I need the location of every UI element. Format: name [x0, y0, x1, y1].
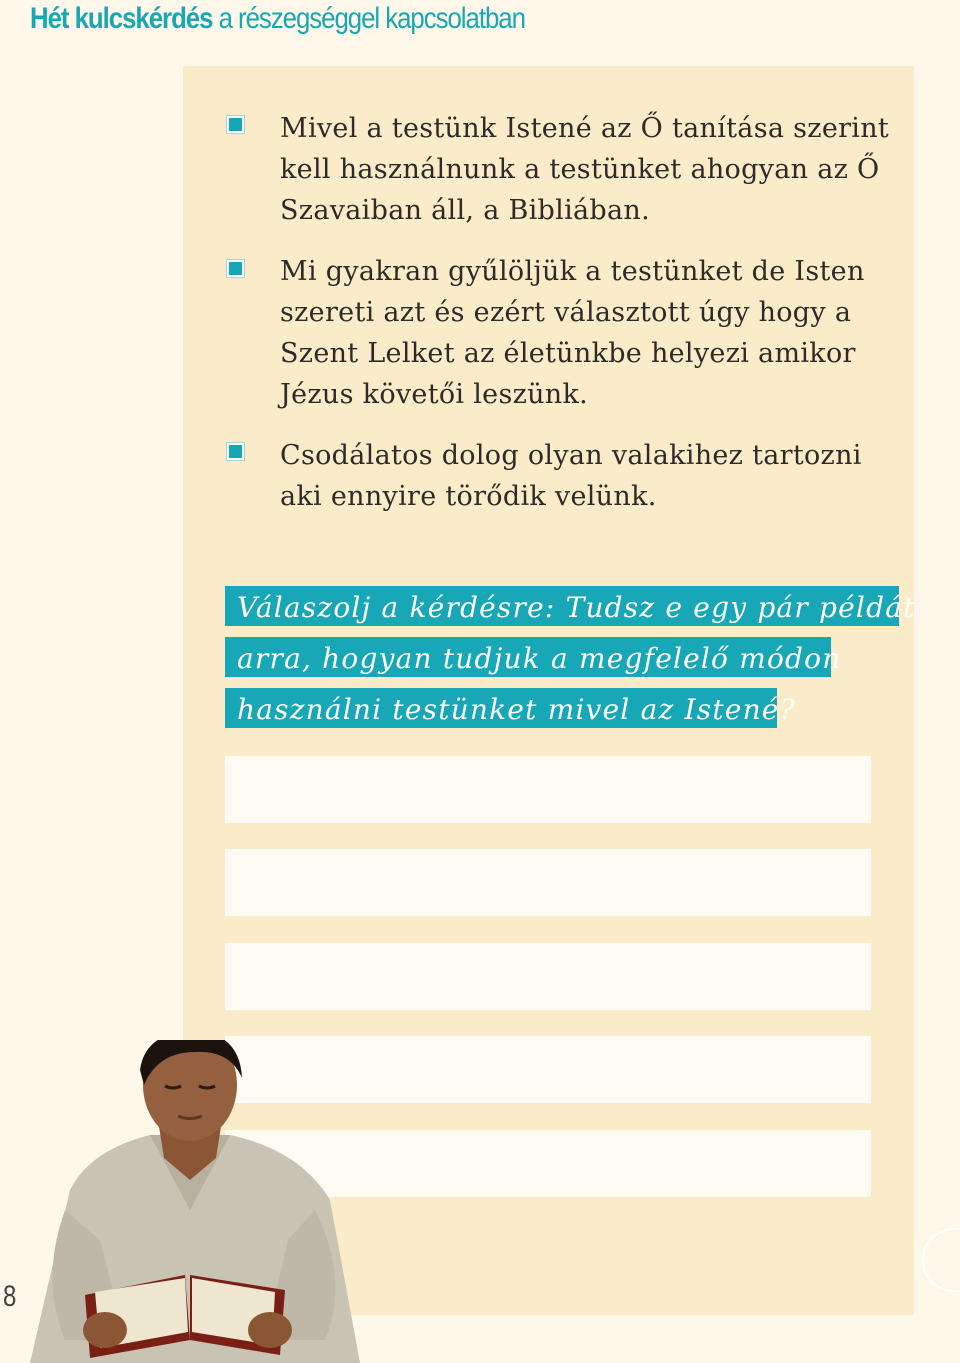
- question-line: Válaszolj a kérdésre: Tudsz e egy pár példát: [225, 586, 899, 626]
- answer-field[interactable]: [225, 756, 871, 823]
- man-reading-book-illustration: [30, 1040, 360, 1363]
- bullet-text: Mi gyakran gyűlöljük a testünket de Isten szereti azt és ezért választott úgy hogy a Szent Lelket az életünkbe helyezi amikor Jézus követői leszünk.: [280, 256, 865, 410]
- bullet-text: Mivel a testünk Istené az Ő tanítása szerint kell használnunk a testünket ahogyan az Ő Szavaiban áll, a Bibliában.: [280, 113, 890, 226]
- answer-field[interactable]: [225, 943, 871, 1010]
- page-title-rest: a részegséggel kapcsolatban: [212, 2, 525, 35]
- square-bullet-icon: [227, 260, 244, 277]
- square-bullet-icon: [227, 116, 244, 133]
- page-number: 8: [3, 1280, 17, 1313]
- square-bullet-icon: [227, 443, 244, 460]
- page-title: [30, 2, 525, 36]
- page-title-bold: Hét kulcskérdés: [30, 2, 213, 35]
- decorative-circle: [922, 1228, 960, 1292]
- bullet-text: Csodálatos dolog olyan valakihez tartozni aki ennyire törődik velünk.: [280, 440, 862, 512]
- question-line: használni testünket mivel az Istené?: [225, 688, 777, 728]
- answer-field[interactable]: [225, 849, 871, 916]
- question-line: arra, hogyan tudjuk a megfelelő módon: [225, 637, 831, 677]
